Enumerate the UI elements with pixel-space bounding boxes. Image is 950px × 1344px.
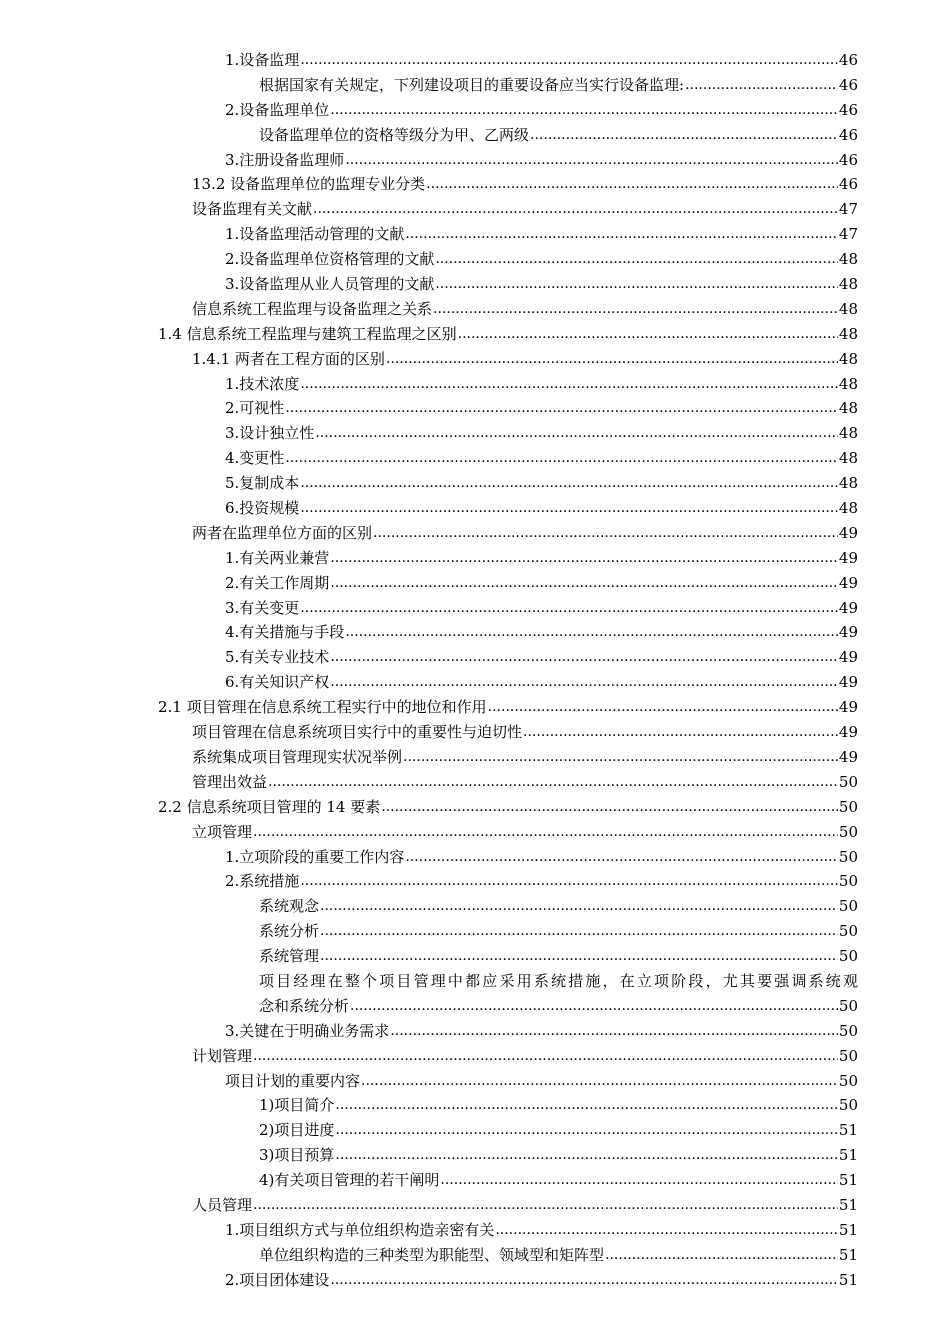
dot-leader (285, 398, 838, 413)
toc-entry-title: 1.设备监理 (225, 51, 300, 69)
toc-entry-page: 51 (838, 1171, 858, 1190)
toc-entry-page: 46 (838, 125, 858, 144)
toc-entry[interactable] (158, 1168, 858, 1193)
toc-entry-title: 4)有关项目管理的若干阐明 (259, 1171, 440, 1190)
toc-entry-page: 46 (838, 75, 858, 94)
toc-entry-page: 50 (838, 1096, 858, 1115)
toc-entry-page: 48 (838, 474, 858, 493)
toc-entry-page: 50 (838, 996, 858, 1015)
toc-entry-page: 46 (838, 100, 858, 119)
toc-entry-page: 51 (838, 1220, 858, 1239)
toc-entry[interactable] (158, 396, 858, 421)
toc-entry-title: 2.系统措施 (225, 872, 300, 891)
toc-entry[interactable] (158, 446, 858, 471)
toc-entry-page: 48 (838, 324, 858, 343)
dot-leader (361, 1071, 838, 1086)
toc-entry-page: 51 (838, 1270, 858, 1289)
dot-leader (458, 324, 838, 339)
dot-leader (403, 747, 838, 762)
toc-entry-title: 3.有关变更 (225, 598, 300, 617)
toc-entry-page: 47 (838, 225, 858, 244)
toc-entry[interactable] (158, 123, 858, 148)
toc-entry-title: 5.有关专业技术 (225, 648, 330, 667)
toc-entry[interactable] (158, 745, 858, 770)
toc-entry-page: 49 (838, 673, 858, 692)
toc-entry-title: 1)项目简介 (259, 1096, 335, 1115)
dot-leader (300, 473, 838, 488)
toc-entry-title: 系统观念 (259, 897, 320, 916)
toc-entry-page: 50 (838, 897, 858, 916)
toc-entry-page: 50 (838, 872, 858, 891)
toc-entry-page: 50 (838, 797, 858, 816)
toc-entry-continuation (259, 994, 858, 1019)
toc-entry-title: 6.有关知识产权 (225, 673, 330, 692)
toc-entry[interactable] (158, 272, 858, 297)
toc-entry[interactable] (158, 969, 858, 1019)
toc-entry-page: 48 (838, 250, 858, 269)
dot-leader (435, 249, 838, 264)
toc-entry[interactable] (158, 1243, 858, 1268)
toc-entry-page: 46 (838, 175, 858, 194)
toc-entry-title: 4.有关措施与手段 (225, 623, 345, 642)
dot-leader (523, 722, 838, 737)
toc-entry-page: 49 (838, 548, 858, 567)
toc-entry[interactable] (158, 845, 858, 870)
toc-entry-title: 管理出效益 (192, 772, 268, 791)
toc-entry-page: 50 (838, 1046, 858, 1065)
toc-entry-title: 1.有关两业兼营 (225, 548, 330, 567)
toc-entry[interactable] (158, 1268, 858, 1293)
toc-entry-title: 项目管理在信息系统项目实行中的重要性与迫切性 (192, 723, 523, 742)
dot-leader (335, 1145, 838, 1160)
dot-leader (330, 548, 838, 563)
toc-entry-title: 项目经理在整个项目管理中都应采用系统措施，在立项阶段，尤其要强调系统观 (259, 971, 858, 990)
toc-entry-title: 3.注册设备监理师 (225, 150, 345, 169)
toc-entry-title: 系统集成项目管理现实状况举例 (192, 747, 403, 766)
dot-leader (300, 598, 838, 613)
toc-entry-title: 13.2 设备监理单位的监理专业分类 (192, 175, 426, 194)
toc-entry-title: 1.设备监理活动管理的文献 (225, 225, 405, 244)
toc-entry-page: 47 (838, 200, 858, 219)
toc-entry-title: 2.可视性 (225, 399, 285, 418)
toc-entry[interactable] (158, 645, 858, 670)
toc-entry-title: 计划管理 (192, 1046, 253, 1065)
dot-leader (330, 672, 838, 687)
toc-entry-title: 设备监理有关文献 (192, 200, 313, 219)
dot-leader (381, 797, 838, 812)
toc-entry-page: 46 (838, 51, 858, 69)
dot-leader (253, 822, 838, 837)
toc-entry-page: 49 (838, 523, 858, 542)
dot-leader (405, 847, 838, 862)
toc-entry[interactable] (158, 620, 858, 645)
dot-leader (330, 1270, 838, 1285)
dot-leader (313, 199, 838, 214)
toc-entry[interactable] (158, 372, 858, 397)
table-of-contents (158, 48, 858, 1293)
toc-entry-page: 48 (838, 349, 858, 368)
toc-entry-title: 1.技术浓度 (225, 374, 300, 393)
toc-entry-page: 51 (838, 1245, 858, 1264)
toc-entry-page: 50 (838, 947, 858, 966)
toc-entry-title: 信息系统工程监理与设备监理之关系 (192, 299, 433, 318)
toc-entry[interactable] (158, 1193, 858, 1218)
dot-leader (300, 374, 838, 389)
toc-entry-title: 3.设计独立性 (225, 424, 315, 443)
toc-entry[interactable] (158, 596, 858, 621)
toc-entry-title: 1.4 信息系统工程监理与建筑工程监理之区别 (158, 324, 457, 343)
toc-entry-title: 2.项目团体建设 (225, 1270, 330, 1289)
dot-leader (315, 423, 838, 438)
toc-entry-title-cont: 念和系统分析 (259, 996, 350, 1015)
toc-entry-title: 2.2 信息系统项目管理的 14 要素 (158, 797, 381, 816)
toc-entry[interactable] (158, 1019, 858, 1044)
toc-entry-page: 49 (838, 747, 858, 766)
toc-entry[interactable] (158, 1069, 858, 1094)
toc-entry-page: 51 (838, 1146, 858, 1165)
dot-leader (405, 224, 838, 239)
dot-leader (605, 1245, 838, 1260)
toc-entry[interactable] (158, 1143, 858, 1168)
toc-entry[interactable] (158, 197, 858, 222)
toc-entry[interactable] (158, 521, 858, 546)
dot-leader (330, 100, 838, 115)
toc-entry[interactable] (158, 1118, 858, 1143)
dot-leader (320, 946, 838, 961)
dot-leader (300, 50, 838, 65)
toc-entry-title: 2)项目进度 (259, 1121, 335, 1140)
toc-entry[interactable] (158, 297, 858, 322)
dot-leader (495, 1220, 838, 1235)
toc-entry-title: 立项管理 (192, 822, 253, 841)
toc-entry-title: 两者在监理单位方面的区别 (192, 523, 373, 542)
toc-entry[interactable] (158, 919, 858, 944)
dot-leader (300, 498, 838, 513)
toc-entry[interactable] (158, 869, 858, 894)
toc-entry-page: 49 (838, 698, 858, 717)
toc-entry[interactable] (158, 894, 858, 919)
dot-leader (335, 1120, 838, 1135)
toc-entry-title: 1.项目组织方式与单位组织构造亲密有关 (225, 1220, 495, 1239)
toc-entry-title: 单位组织构造的三种类型为职能型、领域型和矩阵型 (259, 1245, 605, 1264)
toc-entry-title: 系统分析 (259, 922, 320, 941)
toc-entry-page: 50 (838, 922, 858, 941)
dot-leader (426, 174, 838, 189)
dot-leader (390, 1021, 838, 1036)
toc-entry[interactable] (158, 421, 858, 446)
toc-entry[interactable] (158, 496, 858, 521)
toc-entry-page: 50 (838, 772, 858, 791)
toc-entry[interactable] (158, 944, 858, 969)
toc-entry-page: 48 (838, 424, 858, 443)
toc-entry-page: 48 (838, 299, 858, 318)
toc-entry[interactable] (158, 73, 858, 98)
toc-entry[interactable] (158, 571, 858, 596)
toc-entry-title: 项目计划的重要内容 (225, 1071, 361, 1090)
dot-leader (685, 75, 838, 90)
toc-entry-page: 48 (838, 499, 858, 518)
toc-entry-title: 2.设备监理单位资格管理的文献 (225, 250, 435, 269)
dot-leader (440, 1170, 838, 1185)
toc-entry-page: 48 (838, 399, 858, 418)
toc-entry-title: 3.关键在于明确业务需求 (225, 1021, 390, 1040)
toc-entry[interactable] (158, 222, 858, 247)
toc-entry[interactable] (158, 670, 858, 695)
dot-leader (433, 299, 838, 314)
toc-entry-title: 3)项目预算 (259, 1146, 335, 1165)
toc-entry[interactable] (158, 695, 858, 720)
toc-entry[interactable] (158, 347, 858, 372)
toc-entry-page: 50 (838, 1071, 858, 1090)
dot-leader (320, 921, 838, 936)
toc-entry[interactable] (158, 48, 858, 73)
toc-entry[interactable] (158, 1218, 858, 1243)
dot-leader (300, 871, 838, 886)
toc-entry[interactable] (158, 795, 858, 820)
dot-leader (350, 996, 838, 1011)
toc-entry-title: 根据国家有关规定，下列建设项目的重要设备应当实行设备监理: (259, 75, 685, 94)
dot-leader (330, 647, 838, 662)
toc-entry[interactable] (158, 1093, 858, 1118)
toc-entry-title: 系统管理 (259, 947, 320, 966)
toc-entry-title: 6.投资规模 (225, 499, 300, 518)
toc-entry-page: 49 (838, 623, 858, 642)
toc-entry[interactable] (158, 98, 858, 123)
toc-entry-title: 设备监理单位的资格等级分为甲、乙两级 (259, 125, 530, 144)
toc-entry[interactable] (158, 1044, 858, 1069)
toc-entry-page: 46 (838, 150, 858, 169)
toc-entry-page: 48 (838, 374, 858, 393)
dot-leader (253, 1046, 838, 1061)
dot-leader (253, 1195, 838, 1210)
toc-entry[interactable] (158, 247, 858, 272)
toc-entry[interactable] (158, 471, 858, 496)
dot-leader (386, 349, 838, 364)
toc-entry-page: 49 (838, 573, 858, 592)
toc-entry-title: 2.有关工作周期 (225, 573, 330, 592)
toc-entry-title: 3.设备监理从业人员管理的文献 (225, 275, 435, 294)
toc-entry-title: 5.复制成本 (225, 474, 300, 493)
toc-entry-page: 48 (838, 275, 858, 294)
toc-entry[interactable] (158, 770, 858, 795)
toc-entry-page: 49 (838, 723, 858, 742)
dot-leader (320, 896, 838, 911)
toc-entry-title: 1.4.1 两者在工程方面的区别 (192, 349, 385, 368)
dot-leader (530, 125, 838, 140)
toc-entry-page: 51 (838, 1121, 858, 1140)
toc-entry-title: 4.变更性 (225, 449, 285, 468)
toc-entry[interactable] (158, 148, 858, 173)
dot-leader (335, 1095, 838, 1110)
toc-entry-title: 人员管理 (192, 1195, 253, 1214)
toc-entry-page: 50 (838, 1021, 858, 1040)
toc-entry[interactable] (158, 172, 858, 197)
toc-entry-page: 51 (838, 1195, 858, 1214)
dot-leader (488, 697, 838, 712)
dot-leader (373, 523, 838, 538)
toc-entry-page: 49 (838, 648, 858, 667)
toc-entry-title: 1.立项阶段的重要工作内容 (225, 847, 405, 866)
toc-entry-page: 48 (838, 449, 858, 468)
toc-entry-title: 2.1 项目管理在信息系统工程实行中的地位和作用 (158, 698, 487, 717)
toc-entry[interactable] (158, 820, 858, 845)
toc-entry[interactable] (158, 322, 858, 347)
dot-leader (285, 448, 838, 463)
dot-leader (268, 772, 838, 787)
dot-leader (345, 622, 838, 637)
toc-entry[interactable] (158, 720, 858, 745)
toc-entry-page: 50 (838, 822, 858, 841)
dot-leader (435, 274, 838, 289)
toc-entry-page: 50 (838, 847, 858, 866)
dot-leader (345, 150, 838, 165)
toc-entry-title: 2.设备监理单位 (225, 100, 330, 119)
toc-entry[interactable] (158, 546, 858, 571)
toc-entry-page: 49 (838, 598, 858, 617)
dot-leader (330, 573, 838, 588)
